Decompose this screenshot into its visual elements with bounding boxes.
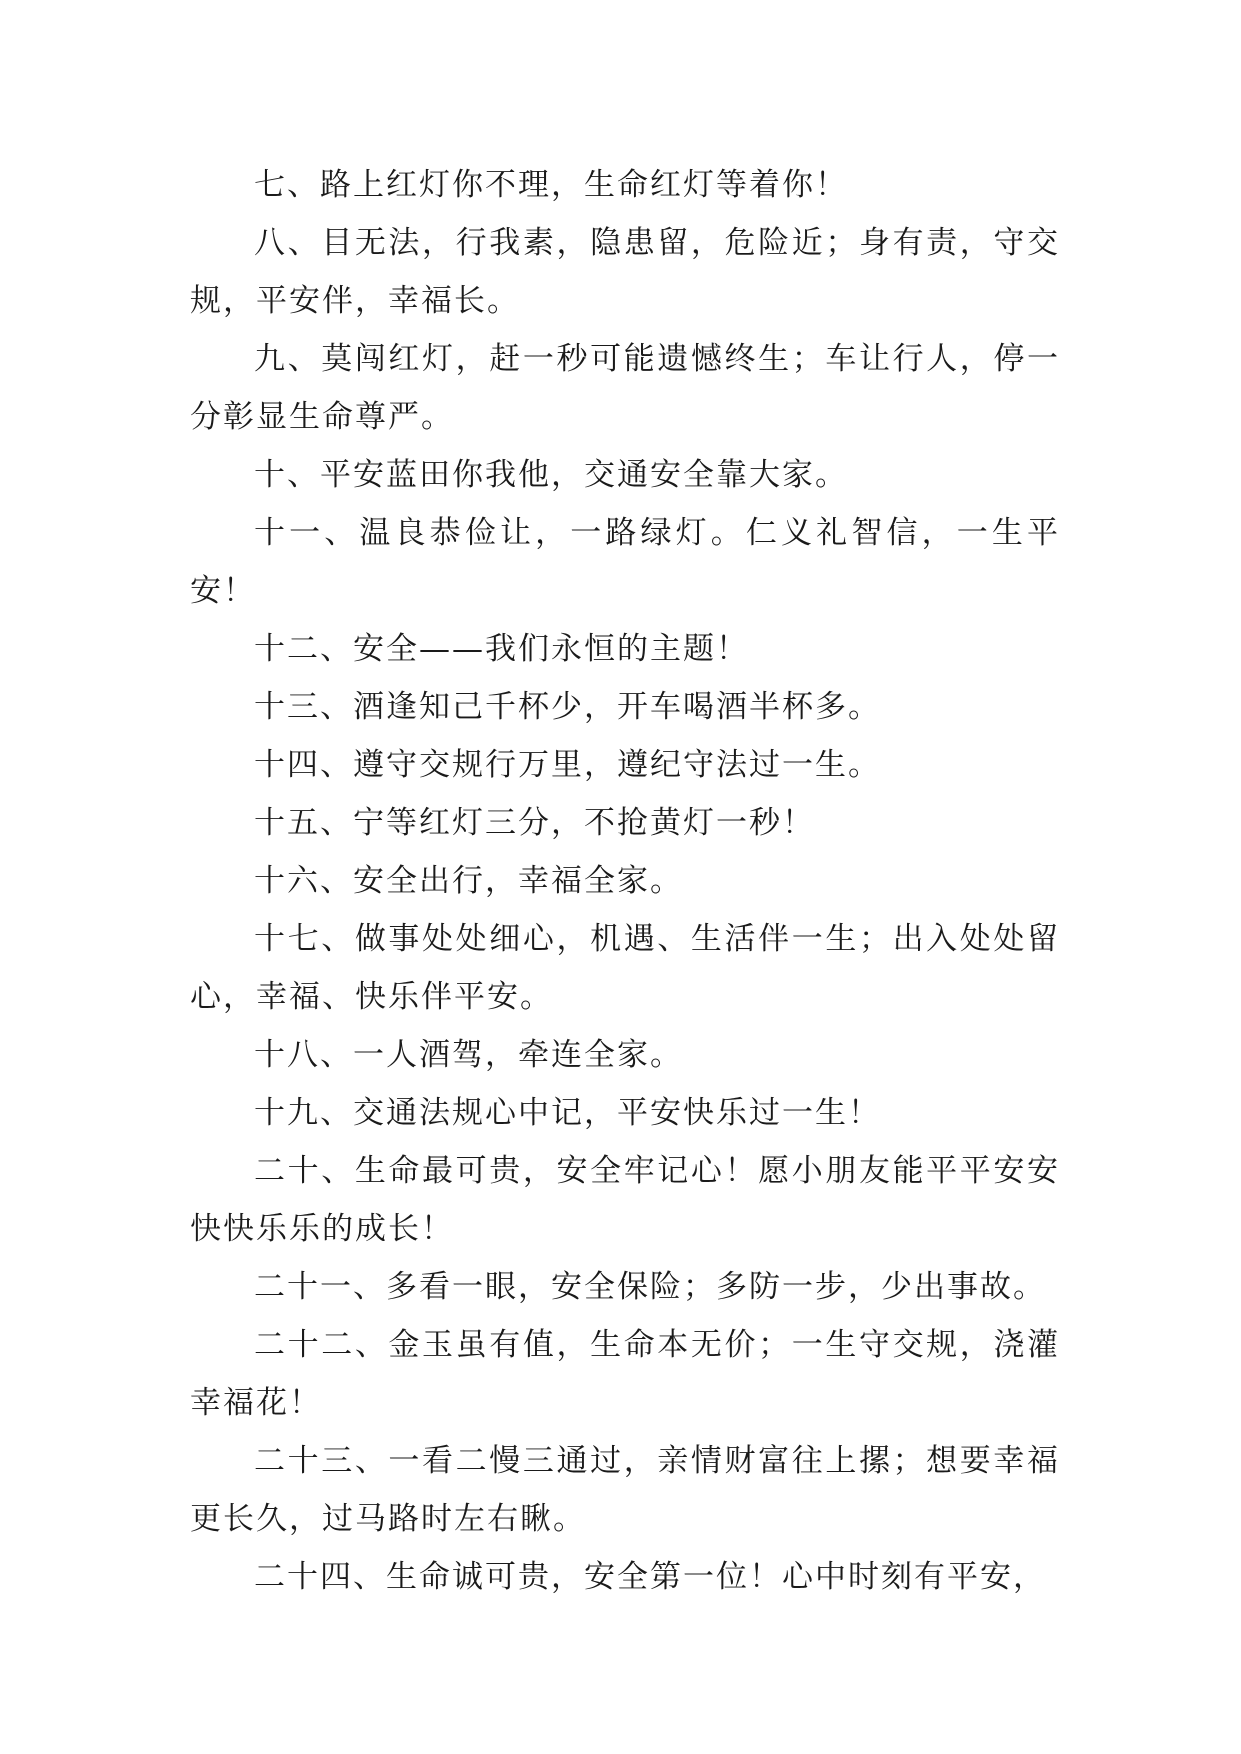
- paragraph-19: 十九、交通法规心中记，平安快乐过一生！: [254, 1095, 881, 1131]
- paragraph-22: 二十二、金玉虽有值，生命本无价；一生守交规，浇灌幸福花！: [190, 1327, 1060, 1421]
- paragraph-9: 九、莫闯红灯，赶一秒可能遗憾终生；车让行人，停一分彰显生命尊严。: [190, 341, 1060, 435]
- paragraph-20: 二十、生命最可贵，安全牢记心！愿小朋友能平平安安快快乐乐的成长！: [190, 1153, 1060, 1247]
- paragraph-10: 十、平安蓝田你我他，交通安全靠大家。: [254, 457, 848, 493]
- paragraph-11: 十一、温良恭俭让，一路绿灯。仁义礼智信，一生平安！: [190, 515, 1060, 609]
- paragraph-24: 二十四、生命诚可贵，安全第一位！心中时刻有平安，: [254, 1559, 1046, 1595]
- paragraph-18: 十八、一人酒驾，牵连全家。: [254, 1037, 683, 1073]
- document-body: [190, 156, 1060, 1606]
- paragraph-12: 十二、安全——我们永恒的主题！: [254, 631, 749, 667]
- paragraph-13: 十三、酒逢知己千杯少，开车喝酒半杯多。: [254, 689, 881, 725]
- paragraph-8: 八、目无法，行我素，隐患留，危险近；身有责，守交规，平安伴，幸福长。: [190, 225, 1060, 319]
- paragraph-14: 十四、遵守交规行万里，遵纪守法过一生。: [254, 747, 881, 783]
- paragraph-7: 七、路上红灯你不理，生命红灯等着你！: [254, 167, 848, 203]
- paragraph-23: 二十三、一看二慢三通过，亲情财富往上摞；想要幸福更长久，过马路时左右瞅。: [190, 1443, 1060, 1537]
- paragraph-17: 十七、做事处处细心，机遇、生活伴一生；出入处处留心，幸福、快乐伴平安。: [190, 921, 1060, 1015]
- paragraph-16: 十六、安全出行，幸福全家。: [254, 863, 683, 899]
- paragraph-21: 二十一、多看一眼，安全保险；多防一步，少出事故。: [254, 1269, 1046, 1305]
- paragraph-15: 十五、宁等红灯三分，不抢黄灯一秒！: [254, 805, 815, 841]
